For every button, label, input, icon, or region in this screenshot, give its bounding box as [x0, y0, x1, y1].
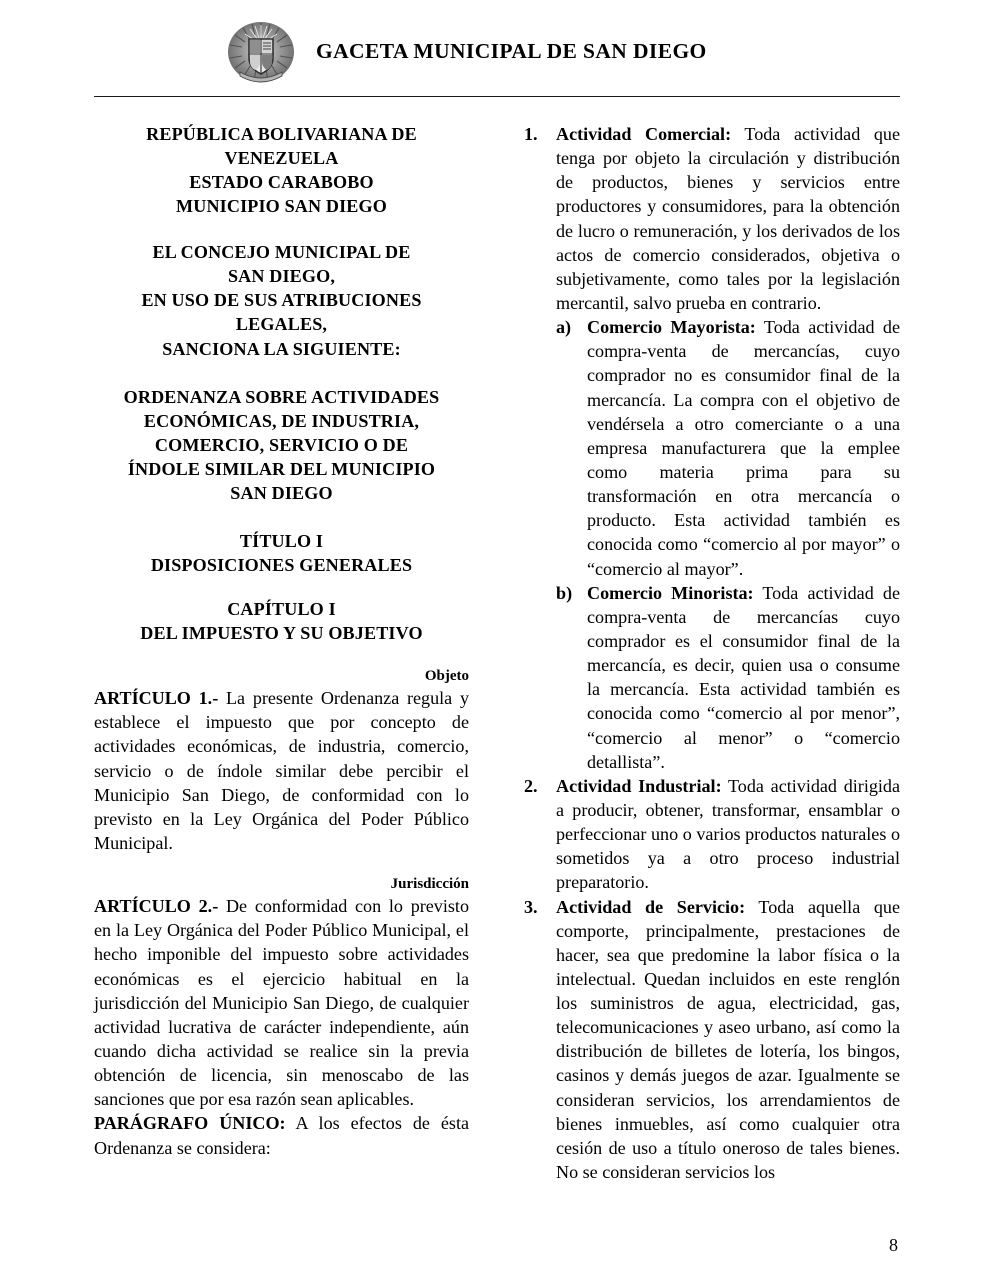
article-2-text: De conformidad con lo previsto en la Ley Orgánica del Poder Público Municipal, el hecho imponible del impuesto sobre actividades económicas es el ejercicio habitual en la jurisdicción del Municipio San Diego, de cualquier actividad lucrativa de carácter independiente, aún cuando dicha actividad se realice sin la previa obtención de licencia, sin menoscabo de las sanciones que por esa razón sean aplicables.	[94, 896, 469, 1110]
list-item	[522, 774, 900, 895]
list-marker: 2.	[524, 775, 538, 796]
heading-line: DISPOSICIONES GENERALES	[150, 554, 413, 575]
heading-line: LEGALES,	[235, 314, 328, 335]
list-item	[556, 315, 900, 581]
paragrafo-unico-label: PARÁGRAFO ÚNICO:	[94, 1113, 286, 1134]
heading-line: VENEZUELA	[224, 148, 339, 169]
header-divider-rule	[94, 96, 900, 97]
heading-line: SAN DIEGO,	[227, 266, 336, 287]
article-2-paragraph	[94, 894, 469, 1111]
list-marker: a)	[556, 317, 572, 338]
coat-of-arms-emblem	[224, 14, 298, 88]
definition-text: Toda actividad de compra-venta de mercancías, cuyo comprador no es consumidor final de la mercancía. La compra con el objetivo de vendérsela a otro comerciante o a una empresa manufacturera que la emplee como materia prima para su transformación en otra mercancía o producto. Esta actividad también es conocida como “comercio al por mayor” o “comercio al mayor”.	[587, 317, 900, 579]
definition-text: Toda actividad de compra-venta de mercancías cuyo comprador es el consumidor final de la mercancía, es decir, quien usa o consume la mercancía. Esta actividad también es conocida como “comercio al por menor”, “comercio al menor” o “comercio detallista”.	[587, 582, 900, 772]
heading-line: TÍTULO I	[239, 530, 324, 551]
heading-line: EL CONCEJO MUNICIPAL DE	[152, 242, 411, 263]
masthead-title: GACETA MUNICIPAL DE SAN DIEGO	[316, 38, 707, 63]
heading-line: ECONÓMICAS, DE INDUSTRIA,	[143, 410, 420, 431]
sidenote-jurisdiccion: Jurisdicción	[390, 876, 469, 893]
heading-line: CAPÍTULO I	[227, 599, 336, 619]
definition-text: Toda actividad dirigida a producir, obtener, transformar, ensamblar o perfeccionar uno o varios productos naturales o sometidos ya a otro proceso industrial preparatorio.	[556, 775, 900, 893]
definition-term: Actividad de Servicio:	[556, 896, 746, 917]
article-1-text: La presente Ordenanza regula y establece el impuesto que por concepto de actividades económicas, de industria, comercio, servicio o de índole similar debe percibir el Municipio San Diego, de conformidad con lo previsto en la Ley Orgánica del Poder Público Municipal.	[94, 688, 469, 853]
paragrafo-unico-text: A los efectos de ésta Ordenanza se considera:	[94, 1113, 470, 1158]
heading-line: SANCIONA LA SIGUIENTE:	[162, 338, 401, 359]
article-1-paragraph	[94, 686, 469, 855]
definitions-sublist	[556, 315, 900, 774]
definition-term: Actividad Comercial:	[556, 124, 732, 144]
heading-line: REPÚBLICA BOLIVARIANA DE	[146, 124, 417, 144]
heading-block-council	[94, 240, 469, 360]
document-masthead	[94, 14, 900, 88]
list-marker: 1.	[524, 124, 538, 144]
definition-text: Toda actividad que tenga por objeto la circulación y distribución de productos, bienes y servicios entre productores y consumidores, para la obtención de lucro o remuneración, y los derivados de los actos de comercio considerados, objetiva o subjetivamente, como tales por la legislación mercantil, salvo prueba en contrario.	[556, 124, 900, 313]
list-marker: b)	[556, 582, 573, 603]
article-2-label: ARTÍCULO 2.-	[94, 896, 219, 917]
heading-block-ordinance-title	[94, 385, 469, 505]
paragrafo-unico-paragraph	[94, 1111, 469, 1159]
page-number: 8	[889, 1235, 898, 1255]
definition-text: Toda aquella que comporte, principalmente, prestaciones de hacer, sea que predomine la labor física o la intelectual. Quedan incluidos en este renglón los suministros de agua, electricidad, gas, telecomunicaciones y aseo urbano, así como la distribución de billetes de lotería, los bingos, casinos y demás juegos de azar. Igualmente se consideran servicios, los arrendamientos de bienes inmuebles, así como cualquier otra cesión de uso a título oneroso de tales bienes. No se consideran servicios los	[556, 896, 900, 1183]
article-1-label: ARTÍCULO 1.-	[94, 688, 219, 709]
heading-line: SAN DIEGO	[230, 482, 333, 503]
right-text-column	[522, 122, 900, 1184]
heading-block-titulo-i	[94, 529, 469, 577]
definitions-list	[522, 122, 900, 1184]
heading-line: COMERCIO, SERVICIO O DE	[154, 434, 409, 455]
heading-block-capitulo-i	[94, 597, 469, 645]
heading-line: MUNICIPIO SAN DIEGO	[176, 196, 387, 217]
heading-line: ÍNDOLE SIMILAR DEL MUNICIPIO	[127, 458, 436, 479]
heading-line: EN USO DE SUS ATRIBUCIONES	[141, 290, 422, 311]
heading-line: ESTADO CARABOBO	[189, 172, 374, 193]
list-marker: 3.	[524, 896, 538, 917]
heading-line: DEL IMPUESTO Y SU OBJETIVO	[140, 623, 423, 644]
sidenote-objeto: Objeto	[424, 668, 469, 685]
list-item	[556, 581, 900, 774]
list-item	[522, 895, 900, 1185]
left-text-column	[94, 122, 469, 1160]
definition-term: Actividad Industrial:	[556, 775, 722, 796]
list-item	[522, 122, 900, 774]
definition-term: Comercio Minorista:	[587, 582, 754, 603]
definition-term: Comercio Mayorista:	[587, 317, 756, 338]
heading-block-republic	[94, 122, 469, 218]
heading-line: ORDENANZA SOBRE ACTIVIDADES	[123, 386, 440, 407]
